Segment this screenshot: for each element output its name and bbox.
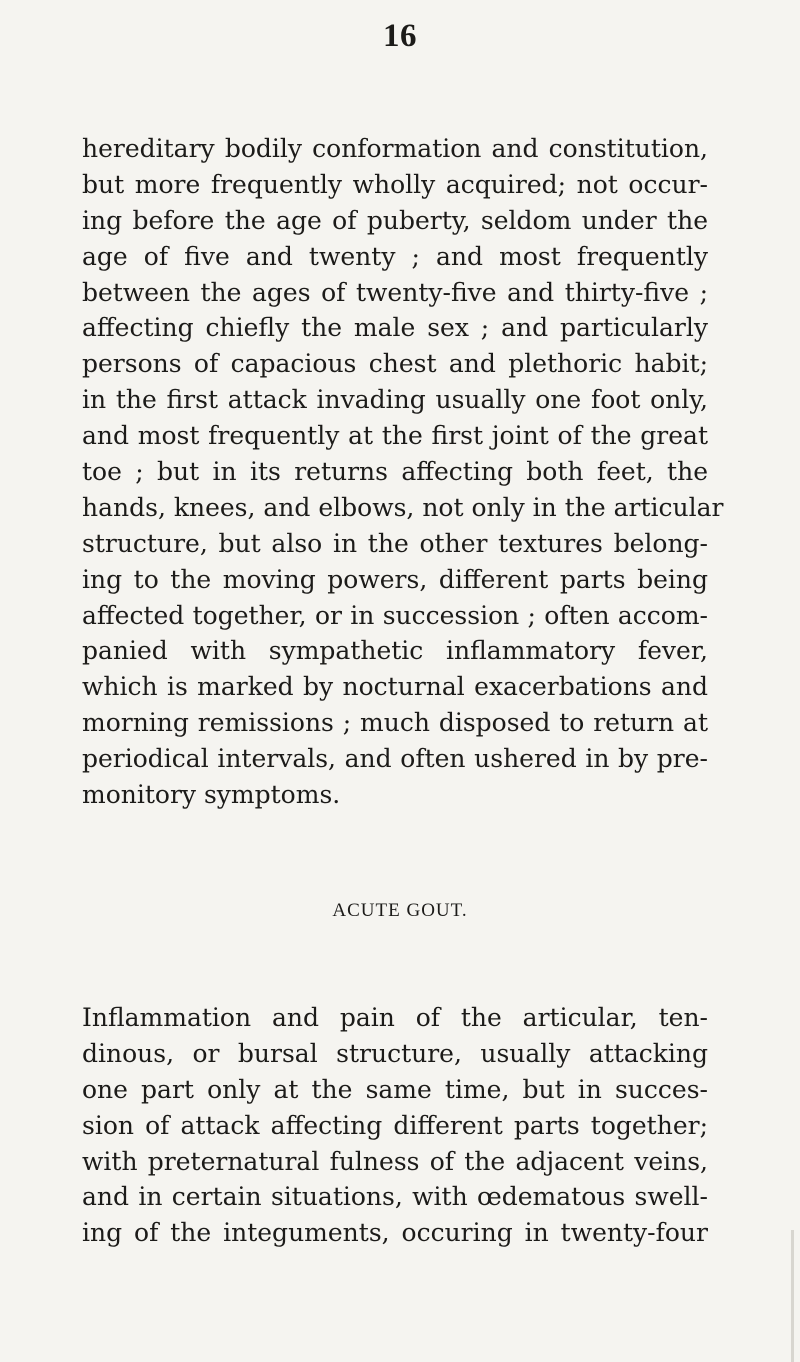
page-number: 16 bbox=[383, 18, 417, 54]
text-line: and in certain situations, with œdematous swell- bbox=[82, 1182, 708, 1212]
page-edge-shadow bbox=[791, 1230, 794, 1362]
text-line: between the ages of twenty-five and thirty-five ; bbox=[82, 277, 708, 307]
text-line: dinous, or bursal structure, usually attacking bbox=[82, 1038, 708, 1068]
text-line: panied with sympathetic inflammatory fever, bbox=[82, 636, 708, 666]
text-line: in the first attack invading usually one foot only, bbox=[82, 385, 708, 415]
text-line: monitory symptoms. bbox=[82, 780, 341, 810]
text-line: but more frequently wholly acquired; not occur- bbox=[82, 169, 708, 199]
text-line: persons of capacious chest and plethoric habit; bbox=[82, 349, 708, 379]
text-line: sion of attack affecting different parts together; bbox=[82, 1110, 708, 1140]
text-line: hands, knees, and elbows, not only in the articular bbox=[82, 492, 724, 522]
text-line: ing before the age of puberty, seldom under the bbox=[82, 205, 708, 235]
section-heading: ACUTE GOUT. bbox=[332, 900, 468, 921]
text-line: toe ; but in its returns affecting both feet, the bbox=[82, 457, 708, 487]
text-line: affected together, or in succession ; often accom- bbox=[82, 600, 708, 630]
text-line: structure, but also in the other textures belong- bbox=[82, 528, 708, 558]
text-line: morning remissions ; much disposed to return at bbox=[82, 708, 708, 738]
text-line: one part only at the same time, but in succes- bbox=[82, 1074, 708, 1104]
text-line: Inflammation and pain of the articular, ten- bbox=[82, 1003, 708, 1032]
text-line: with preternatural fulness of the adjacent veins, bbox=[82, 1146, 708, 1176]
text-line: affecting chiefly the male sex ; and particularly bbox=[82, 313, 708, 343]
text-line: which is marked by nocturnal exacerbations and bbox=[82, 672, 708, 702]
body-paragraph-2 bbox=[82, 1000, 708, 1251]
body-paragraph-1 bbox=[82, 131, 724, 813]
text-line: ing to the moving powers, different parts being bbox=[82, 564, 708, 594]
text-line: and most frequently at the first joint of the great bbox=[82, 421, 708, 451]
text-line: age of five and twenty ; and most frequently bbox=[82, 241, 708, 271]
text-line: ing of the integuments, occuring in twenty-four bbox=[82, 1218, 708, 1248]
text-line: hereditary bodily conformation and constitution, bbox=[82, 134, 708, 163]
text-line: periodical intervals, and often ushered in by pre- bbox=[82, 744, 708, 774]
